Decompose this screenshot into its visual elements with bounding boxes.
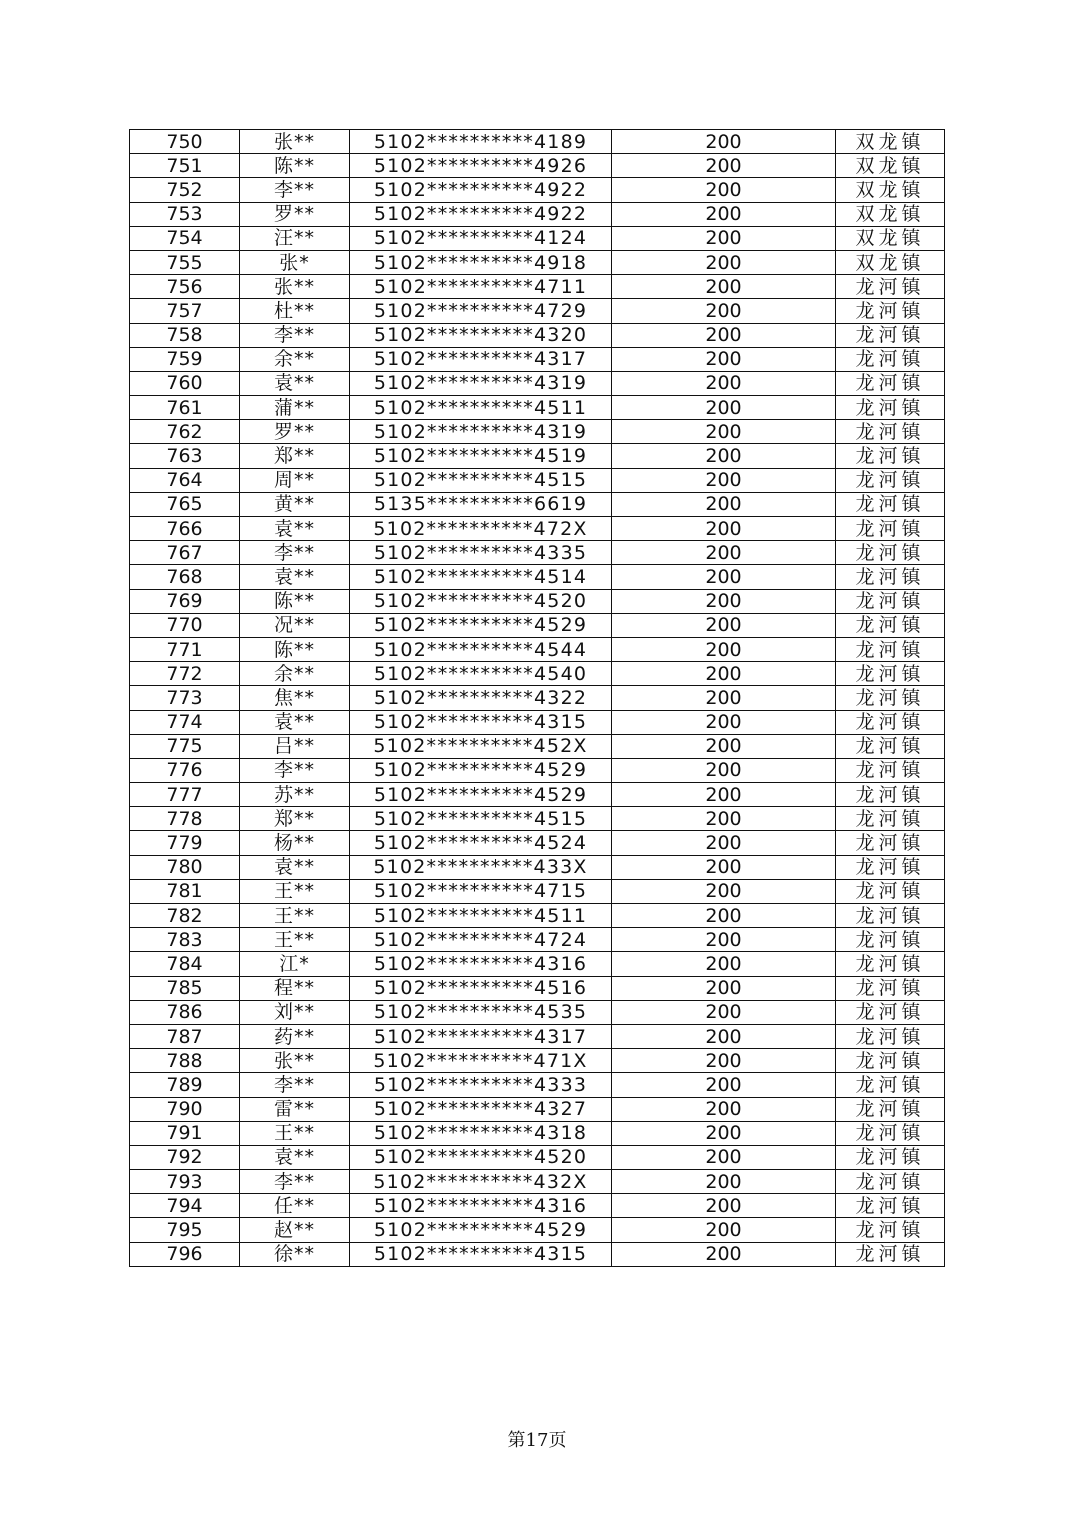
row-number-cell: 796: [130, 1242, 240, 1266]
name-cell: 刘**: [240, 1000, 350, 1024]
town-cell: 龙河镇: [836, 807, 945, 831]
town-cell: 龙河镇: [836, 855, 945, 879]
name-cell: 袁**: [240, 371, 350, 395]
id-number-cell: 5102**********4520: [350, 1145, 612, 1169]
amount-cell: 200: [612, 662, 836, 686]
town-cell: 龙河镇: [836, 1097, 945, 1121]
amount-cell: 200: [612, 1024, 836, 1048]
id-number-cell: 5102**********432X: [350, 1170, 612, 1194]
id-number-cell: 5102**********4918: [350, 250, 612, 274]
id-number-cell: 5102**********4317: [350, 347, 612, 371]
name-cell: 张**: [240, 130, 350, 154]
row-number-cell: 774: [130, 710, 240, 734]
row-number-cell: 766: [130, 517, 240, 541]
name-cell: 黄**: [240, 492, 350, 516]
table-row: [130, 1000, 945, 1024]
town-cell: 龙河镇: [836, 1121, 945, 1145]
town-cell: 龙河镇: [836, 1218, 945, 1242]
row-number-cell: 795: [130, 1218, 240, 1242]
amount-cell: 200: [612, 154, 836, 178]
table-row: [130, 130, 945, 154]
table-row: [130, 323, 945, 347]
id-number-cell: 5102**********4529: [350, 758, 612, 782]
table-row: [130, 976, 945, 1000]
amount-cell: 200: [612, 226, 836, 250]
row-number-cell: 792: [130, 1145, 240, 1169]
table-row: [130, 807, 945, 831]
id-number-cell: 5102**********4318: [350, 1121, 612, 1145]
id-number-cell: 5102**********4335: [350, 541, 612, 565]
amount-cell: 200: [612, 686, 836, 710]
row-number-cell: 780: [130, 855, 240, 879]
id-number-cell: 5102**********4327: [350, 1097, 612, 1121]
table-row: [130, 904, 945, 928]
roster-table: [129, 129, 945, 1267]
row-number-cell: 756: [130, 275, 240, 299]
town-cell: 龙河镇: [836, 1073, 945, 1097]
row-number-cell: 758: [130, 323, 240, 347]
amount-cell: 200: [612, 879, 836, 903]
name-cell: 任**: [240, 1194, 350, 1218]
name-cell: 蒲**: [240, 396, 350, 420]
town-cell: 双龙镇: [836, 130, 945, 154]
amount-cell: 200: [612, 1145, 836, 1169]
town-cell: 龙河镇: [836, 1000, 945, 1024]
amount-cell: 200: [612, 347, 836, 371]
id-number-cell: 5102**********4322: [350, 686, 612, 710]
name-cell: 李**: [240, 1170, 350, 1194]
name-cell: 徐**: [240, 1242, 350, 1266]
table-row: [130, 928, 945, 952]
name-cell: 王**: [240, 879, 350, 903]
town-cell: 龙河镇: [836, 879, 945, 903]
amount-cell: 200: [612, 589, 836, 613]
table-row: [130, 1097, 945, 1121]
amount-cell: 200: [612, 783, 836, 807]
amount-cell: 200: [612, 1170, 836, 1194]
id-number-cell: 5102**********472X: [350, 517, 612, 541]
id-number-cell: 5102**********4724: [350, 928, 612, 952]
id-number-cell: 5102**********4529: [350, 1218, 612, 1242]
row-number-cell: 772: [130, 662, 240, 686]
table-row: [130, 565, 945, 589]
row-number-cell: 757: [130, 299, 240, 323]
town-cell: 龙河镇: [836, 541, 945, 565]
name-cell: 李**: [240, 323, 350, 347]
row-number-cell: 767: [130, 541, 240, 565]
town-cell: 双龙镇: [836, 154, 945, 178]
row-number-cell: 769: [130, 589, 240, 613]
table-row: [130, 1024, 945, 1048]
id-number-cell: 5102**********4524: [350, 831, 612, 855]
table-row: [130, 420, 945, 444]
name-cell: 余**: [240, 347, 350, 371]
amount-cell: 200: [612, 758, 836, 782]
row-number-cell: 754: [130, 226, 240, 250]
town-cell: 龙河镇: [836, 347, 945, 371]
row-number-cell: 761: [130, 396, 240, 420]
town-cell: 龙河镇: [836, 928, 945, 952]
name-cell: 李**: [240, 178, 350, 202]
id-number-cell: 5102**********4540: [350, 662, 612, 686]
amount-cell: 200: [612, 420, 836, 444]
id-number-cell: 5102**********4315: [350, 710, 612, 734]
amount-cell: 200: [612, 710, 836, 734]
town-cell: 龙河镇: [836, 1049, 945, 1073]
row-number-cell: 778: [130, 807, 240, 831]
town-cell: 龙河镇: [836, 420, 945, 444]
town-cell: 龙河镇: [836, 783, 945, 807]
table-row: [130, 1049, 945, 1073]
id-number-cell: 5102**********4315: [350, 1242, 612, 1266]
name-cell: 袁**: [240, 565, 350, 589]
amount-cell: 200: [612, 1073, 836, 1097]
name-cell: 陈**: [240, 589, 350, 613]
town-cell: 龙河镇: [836, 275, 945, 299]
town-cell: 龙河镇: [836, 444, 945, 468]
row-number-cell: 762: [130, 420, 240, 444]
row-number-cell: 783: [130, 928, 240, 952]
id-number-cell: 5102**********471X: [350, 1049, 612, 1073]
town-cell: 龙河镇: [836, 492, 945, 516]
town-cell: 龙河镇: [836, 734, 945, 758]
id-number-cell: 5102**********452X: [350, 734, 612, 758]
id-number-cell: 5102**********4711: [350, 275, 612, 299]
row-number-cell: 760: [130, 371, 240, 395]
row-number-cell: 771: [130, 637, 240, 661]
amount-cell: 200: [612, 734, 836, 758]
roster-table-body: [130, 130, 945, 1267]
row-number-cell: 770: [130, 613, 240, 637]
id-number-cell: 5102**********4519: [350, 444, 612, 468]
row-number-cell: 763: [130, 444, 240, 468]
amount-cell: 200: [612, 1218, 836, 1242]
table-row: [130, 710, 945, 734]
name-cell: 李**: [240, 758, 350, 782]
name-cell: 王**: [240, 904, 350, 928]
amount-cell: 200: [612, 444, 836, 468]
id-number-cell: 5102**********4320: [350, 323, 612, 347]
row-number-cell: 787: [130, 1024, 240, 1048]
table-row: [130, 178, 945, 202]
town-cell: 龙河镇: [836, 1024, 945, 1048]
id-number-cell: 5102**********4515: [350, 468, 612, 492]
town-cell: 龙河镇: [836, 637, 945, 661]
id-number-cell: 5102**********4729: [350, 299, 612, 323]
town-cell: 龙河镇: [836, 323, 945, 347]
table-row: [130, 275, 945, 299]
amount-cell: 200: [612, 952, 836, 976]
town-cell: 龙河镇: [836, 565, 945, 589]
town-cell: 龙河镇: [836, 1170, 945, 1194]
row-number-cell: 768: [130, 565, 240, 589]
table-row: [130, 783, 945, 807]
amount-cell: 200: [612, 1097, 836, 1121]
table-row: [130, 226, 945, 250]
id-number-cell: 5102**********4511: [350, 904, 612, 928]
name-cell: 吕**: [240, 734, 350, 758]
name-cell: 周**: [240, 468, 350, 492]
town-cell: 龙河镇: [836, 396, 945, 420]
table-row: [130, 613, 945, 637]
name-cell: 赵**: [240, 1218, 350, 1242]
id-number-cell: 5102**********4316: [350, 1194, 612, 1218]
row-number-cell: 790: [130, 1097, 240, 1121]
id-number-cell: 5102**********433X: [350, 855, 612, 879]
amount-cell: 200: [612, 178, 836, 202]
town-cell: 龙河镇: [836, 517, 945, 541]
town-cell: 龙河镇: [836, 710, 945, 734]
id-number-cell: 5102**********4511: [350, 396, 612, 420]
name-cell: 袁**: [240, 855, 350, 879]
row-number-cell: 764: [130, 468, 240, 492]
name-cell: 余**: [240, 662, 350, 686]
table-row: [130, 855, 945, 879]
town-cell: 龙河镇: [836, 904, 945, 928]
table-row: [130, 686, 945, 710]
amount-cell: 200: [612, 468, 836, 492]
name-cell: 李**: [240, 1073, 350, 1097]
id-number-cell: 5102**********4333: [350, 1073, 612, 1097]
amount-cell: 200: [612, 323, 836, 347]
name-cell: 李**: [240, 541, 350, 565]
id-number-cell: 5102**********4317: [350, 1024, 612, 1048]
table-row: [130, 734, 945, 758]
amount-cell: 200: [612, 130, 836, 154]
row-number-cell: 759: [130, 347, 240, 371]
town-cell: 龙河镇: [836, 589, 945, 613]
id-number-cell: 5102**********4529: [350, 613, 612, 637]
amount-cell: 200: [612, 250, 836, 274]
amount-cell: 200: [612, 1121, 836, 1145]
amount-cell: 200: [612, 517, 836, 541]
town-cell: 龙河镇: [836, 952, 945, 976]
table-row: [130, 154, 945, 178]
table-row: [130, 589, 945, 613]
amount-cell: 200: [612, 904, 836, 928]
id-number-cell: 5102**********4319: [350, 371, 612, 395]
id-number-cell: 5102**********4715: [350, 879, 612, 903]
name-cell: 张**: [240, 275, 350, 299]
name-cell: 郑**: [240, 444, 350, 468]
table-row: [130, 541, 945, 565]
id-number-cell: 5102**********4922: [350, 178, 612, 202]
amount-cell: 200: [612, 976, 836, 1000]
row-number-cell: 786: [130, 1000, 240, 1024]
table-row: [130, 1194, 945, 1218]
name-cell: 陈**: [240, 154, 350, 178]
town-cell: 双龙镇: [836, 202, 945, 226]
id-number-cell: 5102**********4514: [350, 565, 612, 589]
name-cell: 苏**: [240, 783, 350, 807]
row-number-cell: 789: [130, 1073, 240, 1097]
table-row: [130, 250, 945, 274]
town-cell: 龙河镇: [836, 831, 945, 855]
amount-cell: 200: [612, 1194, 836, 1218]
amount-cell: 200: [612, 807, 836, 831]
row-number-cell: 755: [130, 250, 240, 274]
town-cell: 龙河镇: [836, 1242, 945, 1266]
row-number-cell: 752: [130, 178, 240, 202]
town-cell: 双龙镇: [836, 226, 945, 250]
row-number-cell: 779: [130, 831, 240, 855]
amount-cell: 200: [612, 202, 836, 226]
row-number-cell: 781: [130, 879, 240, 903]
row-number-cell: 750: [130, 130, 240, 154]
table-row: [130, 1218, 945, 1242]
name-cell: 陈**: [240, 637, 350, 661]
table-row: [130, 1170, 945, 1194]
amount-cell: 200: [612, 275, 836, 299]
id-number-cell: 5102**********4319: [350, 420, 612, 444]
name-cell: 药**: [240, 1024, 350, 1048]
amount-cell: 200: [612, 928, 836, 952]
name-cell: 郑**: [240, 807, 350, 831]
table-row: [130, 202, 945, 226]
amount-cell: 200: [612, 492, 836, 516]
amount-cell: 200: [612, 541, 836, 565]
name-cell: 雷**: [240, 1097, 350, 1121]
id-number-cell: 5102**********4544: [350, 637, 612, 661]
town-cell: 龙河镇: [836, 613, 945, 637]
name-cell: 江*: [240, 952, 350, 976]
table-row: [130, 1073, 945, 1097]
name-cell: 汪**: [240, 226, 350, 250]
name-cell: 张**: [240, 1049, 350, 1073]
amount-cell: 200: [612, 396, 836, 420]
amount-cell: 200: [612, 371, 836, 395]
id-number-cell: 5102**********4922: [350, 202, 612, 226]
town-cell: 龙河镇: [836, 976, 945, 1000]
town-cell: 双龙镇: [836, 178, 945, 202]
row-number-cell: 785: [130, 976, 240, 1000]
town-cell: 龙河镇: [836, 686, 945, 710]
id-number-cell: 5102**********4520: [350, 589, 612, 613]
name-cell: 况**: [240, 613, 350, 637]
row-number-cell: 788: [130, 1049, 240, 1073]
name-cell: 袁**: [240, 1145, 350, 1169]
table-row: [130, 1121, 945, 1145]
amount-cell: 200: [612, 565, 836, 589]
row-number-cell: 776: [130, 758, 240, 782]
table-row: [130, 396, 945, 420]
amount-cell: 200: [612, 831, 836, 855]
table-row: [130, 444, 945, 468]
amount-cell: 200: [612, 1242, 836, 1266]
row-number-cell: 775: [130, 734, 240, 758]
name-cell: 程**: [240, 976, 350, 1000]
name-cell: 焦**: [240, 686, 350, 710]
id-number-cell: 5102**********4926: [350, 154, 612, 178]
table-row: [130, 468, 945, 492]
id-number-cell: 5135**********6619: [350, 492, 612, 516]
table-row: [130, 347, 945, 371]
id-number-cell: 5102**********4189: [350, 130, 612, 154]
row-number-cell: 793: [130, 1170, 240, 1194]
table-row: [130, 371, 945, 395]
table-row: [130, 492, 945, 516]
amount-cell: 200: [612, 1049, 836, 1073]
town-cell: 双龙镇: [836, 250, 945, 274]
name-cell: 袁**: [240, 517, 350, 541]
row-number-cell: 777: [130, 783, 240, 807]
name-cell: 张*: [240, 250, 350, 274]
table-row: [130, 299, 945, 323]
town-cell: 龙河镇: [836, 758, 945, 782]
row-number-cell: 765: [130, 492, 240, 516]
name-cell: 王**: [240, 1121, 350, 1145]
town-cell: 龙河镇: [836, 468, 945, 492]
row-number-cell: 782: [130, 904, 240, 928]
table-row: [130, 879, 945, 903]
table-row: [130, 637, 945, 661]
row-number-cell: 751: [130, 154, 240, 178]
town-cell: 龙河镇: [836, 662, 945, 686]
amount-cell: 200: [612, 1000, 836, 1024]
name-cell: 杨**: [240, 831, 350, 855]
row-number-cell: 794: [130, 1194, 240, 1218]
table-row: [130, 831, 945, 855]
row-number-cell: 753: [130, 202, 240, 226]
id-number-cell: 5102**********4529: [350, 783, 612, 807]
id-number-cell: 5102**********4515: [350, 807, 612, 831]
town-cell: 龙河镇: [836, 299, 945, 323]
row-number-cell: 773: [130, 686, 240, 710]
amount-cell: 200: [612, 613, 836, 637]
table-row: [130, 1145, 945, 1169]
amount-cell: 200: [612, 637, 836, 661]
amount-cell: 200: [612, 299, 836, 323]
name-cell: 罗**: [240, 202, 350, 226]
table-row: [130, 662, 945, 686]
name-cell: 罗**: [240, 420, 350, 444]
row-number-cell: 784: [130, 952, 240, 976]
row-number-cell: 791: [130, 1121, 240, 1145]
page-number: 第17页: [507, 1430, 567, 1451]
name-cell: 王**: [240, 928, 350, 952]
name-cell: 袁**: [240, 710, 350, 734]
town-cell: 龙河镇: [836, 1145, 945, 1169]
town-cell: 龙河镇: [836, 1194, 945, 1218]
id-number-cell: 5102**********4516: [350, 976, 612, 1000]
town-cell: 龙河镇: [836, 371, 945, 395]
table-row: [130, 517, 945, 541]
id-number-cell: 5102**********4124: [350, 226, 612, 250]
table-row: [130, 1242, 945, 1266]
name-cell: 杜**: [240, 299, 350, 323]
table-row: [130, 758, 945, 782]
table-row: [130, 952, 945, 976]
id-number-cell: 5102**********4535: [350, 1000, 612, 1024]
amount-cell: 200: [612, 855, 836, 879]
id-number-cell: 5102**********4316: [350, 952, 612, 976]
